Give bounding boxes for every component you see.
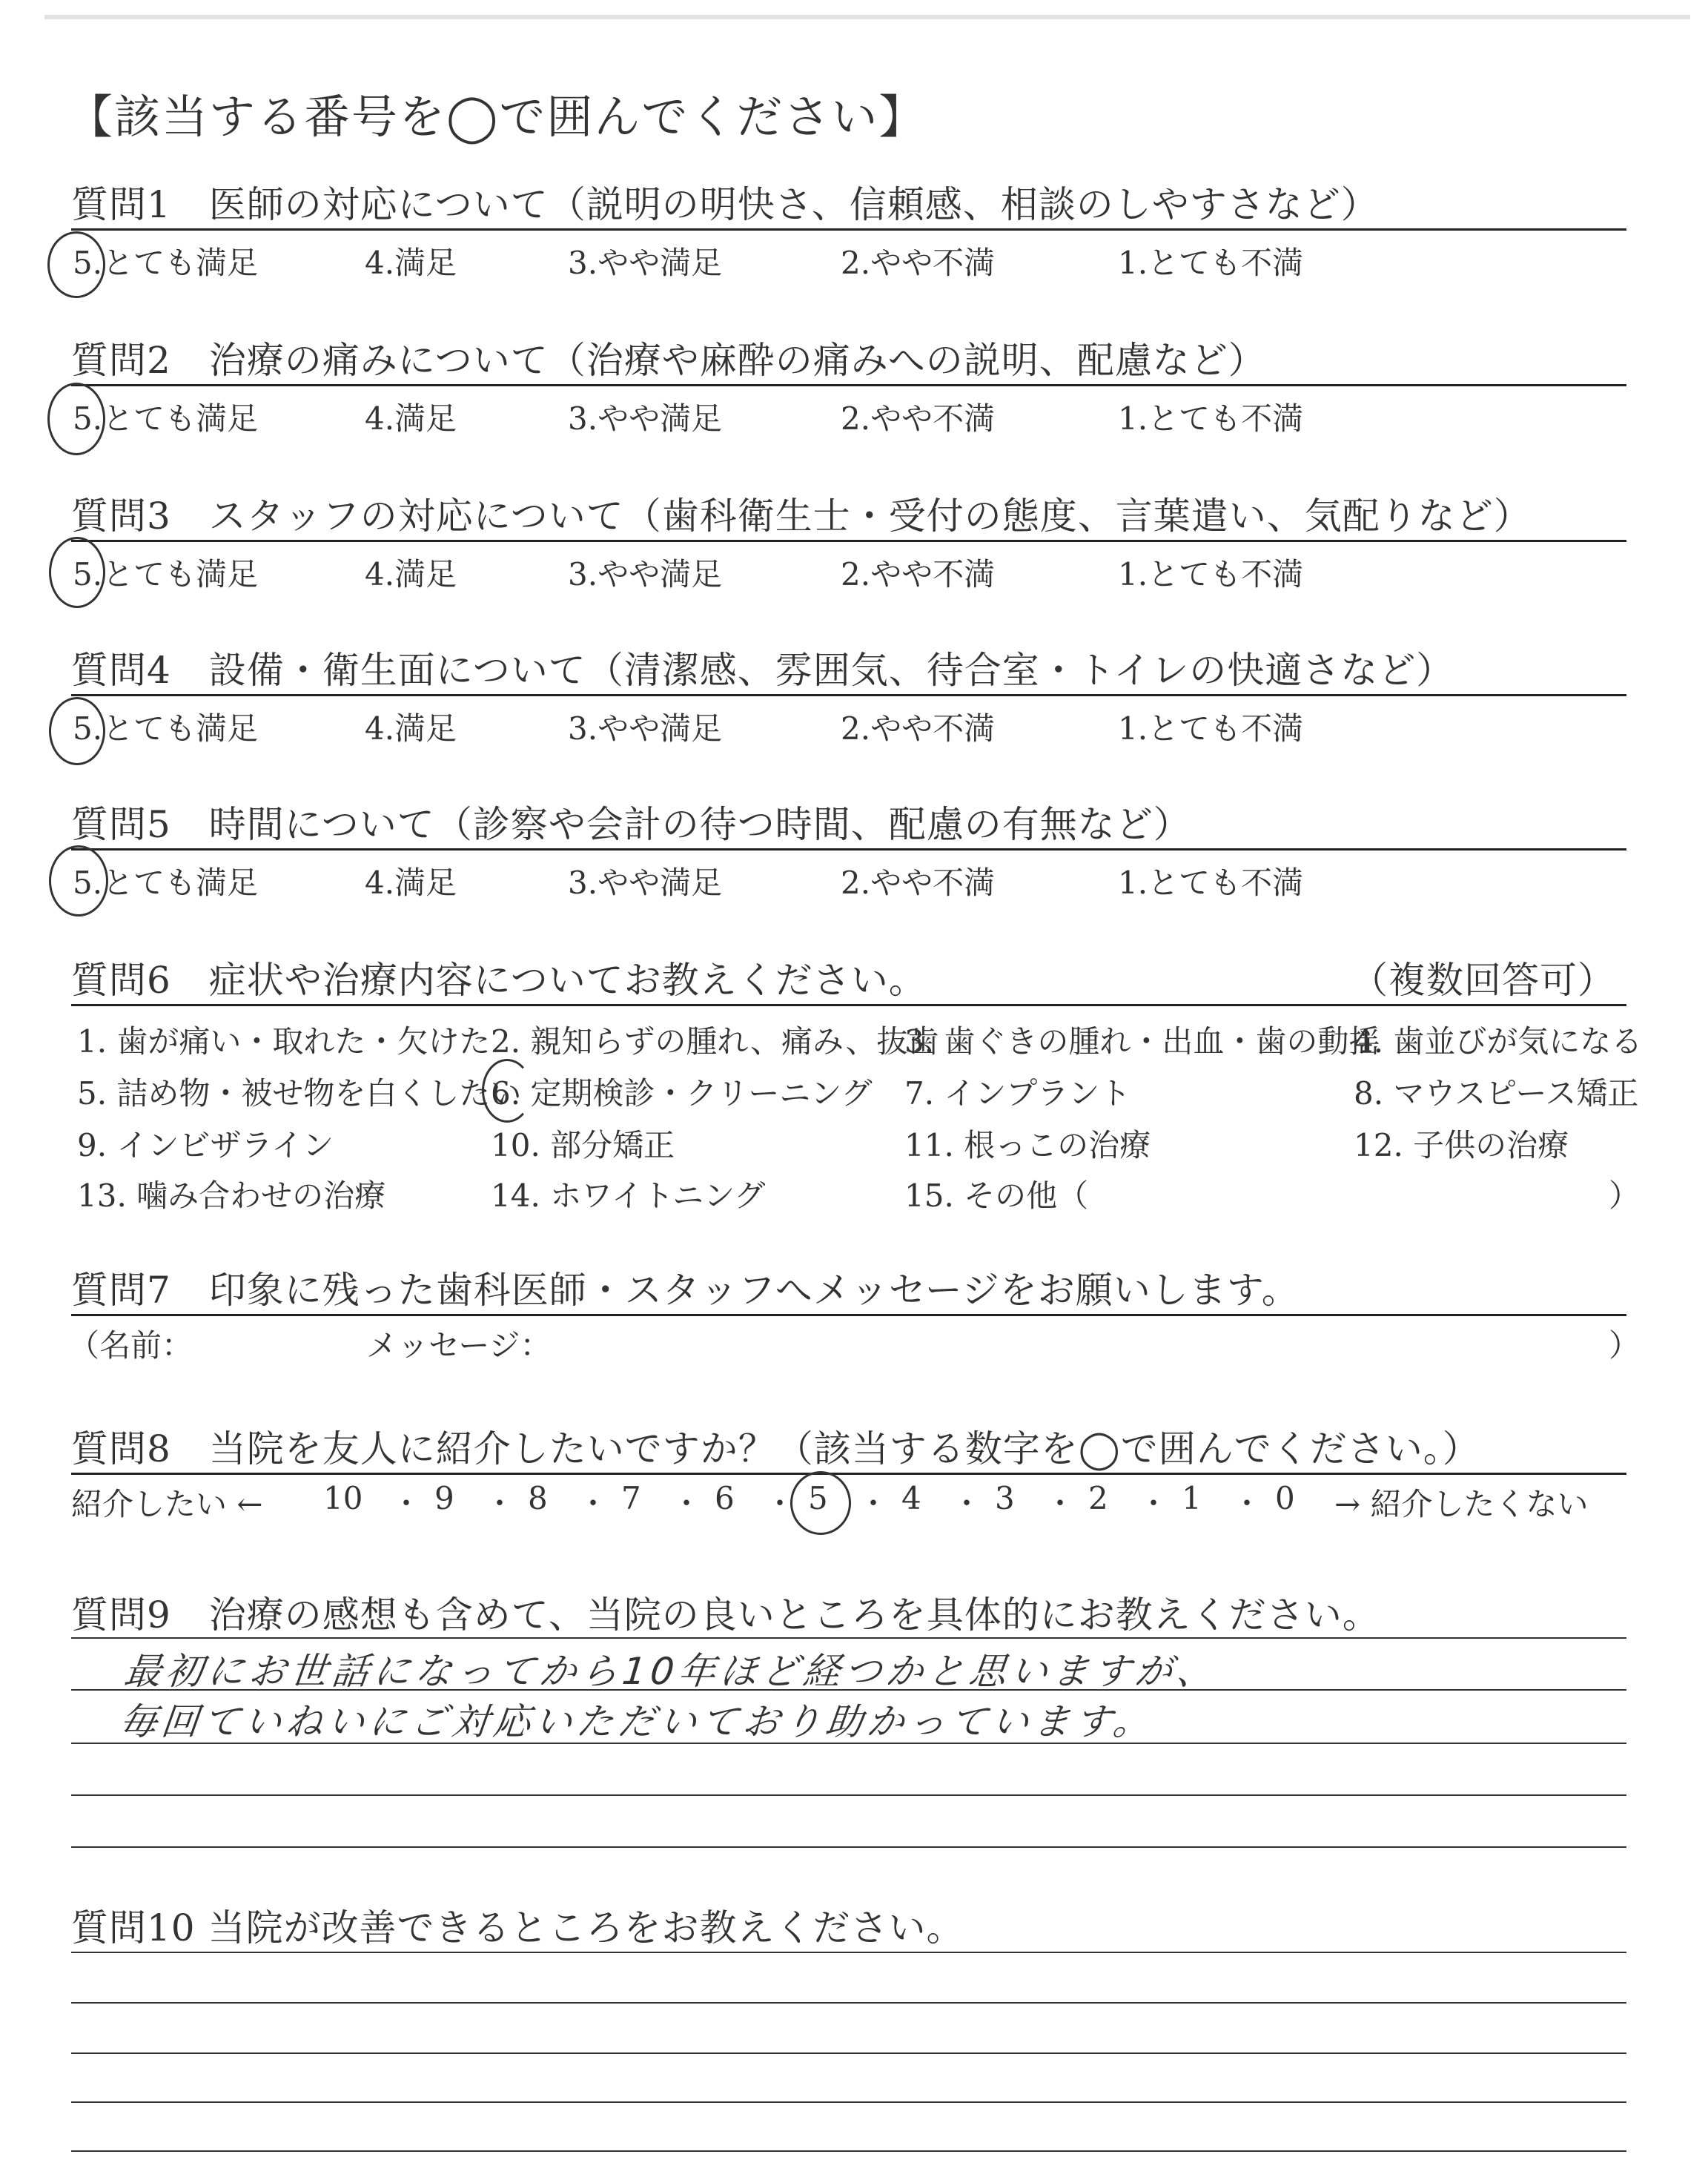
q4-option-5[interactable]: 5.とても満足 [73,710,259,747]
q8-scale-9[interactable]: 9 [434,1480,454,1516]
q2-selection-circle [47,383,105,455]
q10-line-4 [71,2101,1626,2103]
q8-scale-0[interactable]: 0 [1275,1480,1295,1516]
q3-option-1[interactable]: 1.とても不満 [1118,556,1304,592]
q4-option-3[interactable]: 3.やや満足 [568,710,723,747]
q3-option-2[interactable]: 2.やや不満 [841,556,996,592]
q8-scale-2[interactable]: 2 [1088,1480,1108,1516]
q10-line-3 [71,2052,1626,2054]
q4-option-1[interactable]: 1.とても不満 [1118,710,1304,747]
q6-item-12[interactable]: 12. 子供の治療 [1354,1127,1569,1163]
q2-option-1[interactable]: 1.とても不満 [1118,400,1304,437]
q4-option-4[interactable]: 4.満足 [365,710,457,747]
q5-option-3[interactable]: 3.やや満足 [568,865,723,901]
q8-rule [71,1473,1626,1475]
q5-option-2[interactable]: 2.やや不満 [841,865,996,901]
q8-dot: ・ [858,1487,888,1521]
q3-option-4[interactable]: 4.満足 [365,556,457,592]
q8-dot: ・ [765,1487,795,1521]
q5-option-4[interactable]: 4.満足 [365,865,457,901]
q6-rule [71,1004,1626,1006]
q4-option-2[interactable]: 2.やや不満 [841,710,996,747]
q8-dot: ・ [391,1487,421,1521]
q8-dot: ・ [952,1487,982,1521]
q9-line-4 [71,1794,1626,1796]
q9-handwritten-answer-line-1: 最初にお世話になってから10年ほど経つかと思いますが、 [122,1650,1221,1693]
q6-item-3[interactable]: 3. 歯ぐきの腫れ・出血・歯の動揺 [904,1023,1380,1060]
q2-option-5[interactable]: 5.とても満足 [73,400,259,437]
q1-title: 質問1 医師の対応について（説明の明快さ、信頼感、相談のしやすさなど） [71,183,1379,226]
q3-option-3[interactable]: 3.やや満足 [568,556,723,592]
q8-scale-4[interactable]: 4 [901,1480,921,1516]
q10-title: 質問10 当院が改善できるところをお教えください。 [71,1906,964,1949]
q7-close-paren: ） [1609,1327,1641,1364]
q6-item-7[interactable]: 7. インプラント [904,1075,1131,1112]
q8-dot: ・ [578,1487,608,1521]
q9-title: 質問9 治療の感想も含めて、当院の良いところを具体的にお教えください。 [71,1593,1380,1636]
q10-line-5 [71,2150,1626,2152]
q8-scale-1[interactable]: 1 [1182,1480,1202,1516]
q1-option-1[interactable]: 1.とても不満 [1118,245,1304,281]
q6-note: （複数回答可） [1351,959,1615,1002]
q6-item-15[interactable]: 15. その他（ [904,1178,1089,1214]
page-top-edge [44,15,1690,19]
q4-selection-circle [49,697,105,765]
q6-item-15-close: ） [1609,1178,1641,1214]
q8-dot: ・ [1045,1487,1075,1521]
q1-rule [71,228,1626,231]
q1-option-3[interactable]: 3.やや満足 [568,245,723,281]
q6-item-6[interactable]: 6. 定期検診・クリーニング [491,1075,873,1112]
q7-rule [71,1314,1626,1316]
q8-scale-6[interactable]: 6 [715,1480,735,1516]
q4-title: 質問4 設備・衛生面について（清潔感、雰囲気、待合室・トイレの快適さなど） [71,649,1454,692]
q4-rule [71,694,1626,696]
q6-item-10[interactable]: 10. 部分矯正 [491,1127,675,1163]
q8-selection-circle [790,1471,851,1535]
q6-item-11[interactable]: 11. 根っこの治療 [904,1127,1151,1163]
q6-item-5[interactable]: 5. 詰め物・被せ物を白くしたい [77,1075,522,1112]
q8-scale-5[interactable]: 5 [808,1480,828,1516]
q6-item-13[interactable]: 13. 噛み合わせの治療 [77,1178,386,1214]
q1-option-4[interactable]: 4.満足 [365,245,457,281]
q8-right-label: → 紹介したくない [1334,1486,1589,1522]
q6-item-9[interactable]: 9. インビザライン [77,1127,334,1163]
q7-name-label: （名前： [68,1327,193,1364]
q2-rule [71,384,1626,386]
q5-rule [71,848,1626,851]
q1-option-5[interactable]: 5.とても満足 [73,245,259,281]
q7-message-label: メッセージ： [366,1327,552,1364]
q6-item-2[interactable]: 2. 親知らずの腫れ、痛み、抜歯 [491,1023,939,1060]
q8-left-label: 紹介したい ← [71,1486,263,1522]
q5-selection-circle [49,845,108,916]
q2-option-4[interactable]: 4.満足 [365,400,457,437]
q8-scale-8[interactable]: 8 [528,1480,548,1516]
q8-dot: ・ [672,1487,701,1521]
q8-title: 質問8 当院を友人に紹介したいですか？（該当する数字を◯で囲んでください。） [71,1427,1480,1470]
q10-line-1 [71,1952,1626,1953]
q9-handwritten-answer-line-2: 毎回ていねいにご対応いただいており助かっています。 [117,1700,1157,1743]
q5-title: 質問5 時間について（診察や会計の待つ時間、配慮の有無など） [71,803,1191,846]
q1-selection-circle [47,231,105,298]
q6-item-8[interactable]: 8. マウスピース矯正 [1354,1075,1639,1112]
q6-item-4[interactable]: 4. 歯並びが気になる [1354,1023,1643,1060]
q2-option-3[interactable]: 3.やや満足 [568,400,723,437]
q9-line-5 [71,1846,1626,1848]
q8-dot: ・ [1232,1487,1262,1521]
q1-option-2[interactable]: 2.やや不満 [841,245,996,281]
q10-line-2 [71,2002,1626,2004]
q3-option-5[interactable]: 5.とても満足 [73,556,259,592]
q3-title: 質問3 スタッフの対応について（歯科衛生士・受付の態度、言葉遣い、気配りなど） [71,495,1532,538]
q9-line-1 [71,1637,1626,1639]
q3-rule [71,540,1626,542]
q2-title: 質問2 治療の痛みについて（治療や麻酔の痛みへの説明、配慮など） [71,339,1266,382]
page-heading: 【該当する番号を◯で囲んでください】 [67,90,927,144]
q8-scale-10[interactable]: 10 [323,1480,363,1516]
q6-title: 質問6 症状や治療内容についてお教えください。 [71,959,927,1002]
q6-item-14[interactable]: 14. ホワイトニング [491,1178,766,1214]
q2-option-2[interactable]: 2.やや不満 [841,400,996,437]
q5-option-5[interactable]: 5.とても満足 [73,865,259,901]
q6-item-1[interactable]: 1. 歯が痛い・取れた・欠けた [77,1023,491,1060]
q8-dot: ・ [485,1487,514,1521]
q5-option-1[interactable]: 1.とても不満 [1118,865,1304,901]
q8-scale-7[interactable]: 7 [621,1480,641,1516]
q6-selection-circle [482,1059,532,1123]
q3-selection-circle [49,537,105,608]
q8-dot: ・ [1139,1487,1168,1521]
q8-scale-3[interactable]: 3 [995,1480,1015,1516]
q7-title: 質問7 印象に残った歯科医師・スタッフへメッセージをお願いします。 [71,1269,1300,1312]
